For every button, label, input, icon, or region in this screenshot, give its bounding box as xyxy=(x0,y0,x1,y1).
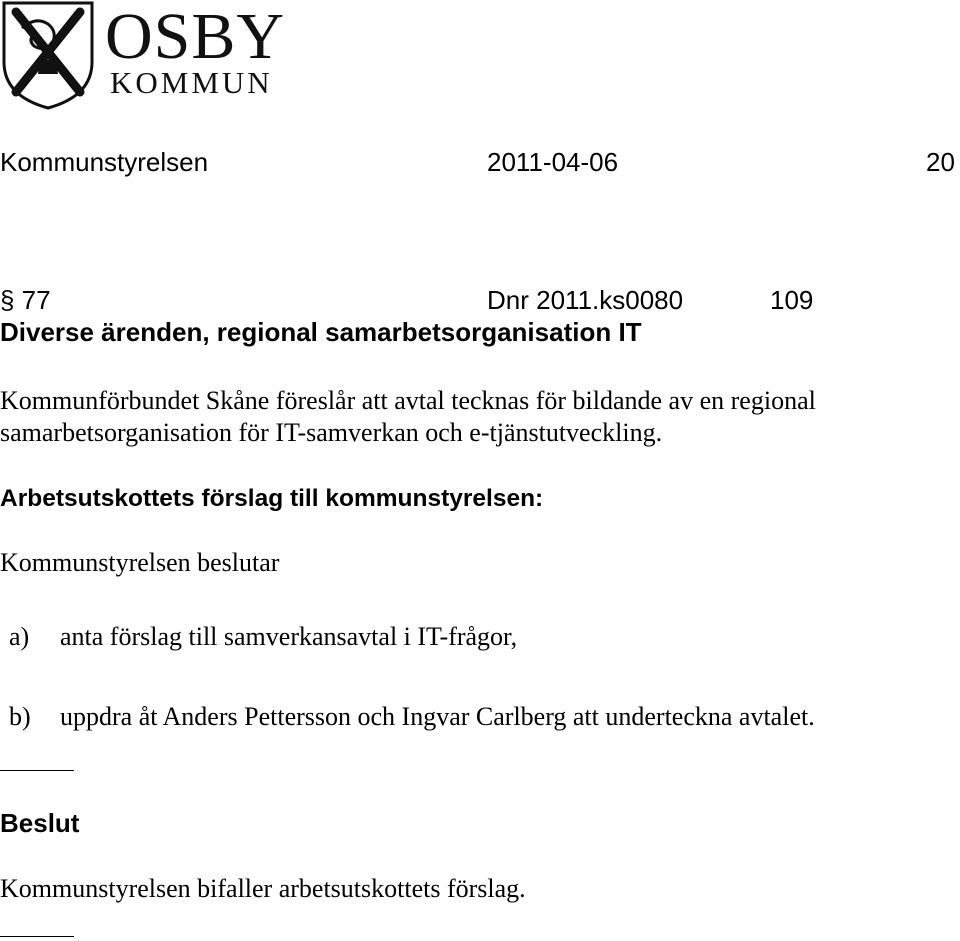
header-page-number: 20 xyxy=(926,147,955,177)
intro-line-1: Kommunförbundet Skåne föreslår att avtal tecknas för bildande av en regional xyxy=(0,386,816,415)
list-item-text: anta förslag till samverkansavtal i IT-frågor, xyxy=(60,622,518,651)
header-date: 2011-04-06 xyxy=(487,147,619,177)
section-number: 109 xyxy=(770,285,814,315)
divider xyxy=(0,936,74,937)
list-item-marker: a) xyxy=(9,622,30,651)
osby-kommun-logo xyxy=(0,0,290,110)
proposal-lead: Kommunstyrelsen beslutar xyxy=(0,548,280,577)
logo-name: OSBY xyxy=(105,0,286,73)
list-item-marker: b) xyxy=(9,702,31,731)
intro-line-2: samarbetsorganisation för IT-samverkan och e-tjänstutveckling. xyxy=(0,418,663,447)
logo-subtitle: KOMMUN xyxy=(110,65,273,100)
decision-text: Kommunstyrelsen bifaller arbetsutskottets förslag. xyxy=(0,874,526,903)
paragraph-number: § 77 xyxy=(0,285,51,315)
proposal-heading: Arbetsutskottets förslag till kommunstyrelsen: xyxy=(0,485,544,512)
divider xyxy=(0,770,74,771)
decision-heading: Beslut xyxy=(0,808,80,838)
list-item-text: uppdra åt Anders Pettersson och Ingvar Carlberg att underteckna avtalet. xyxy=(60,702,815,731)
coat-of-arms-icon xyxy=(0,0,96,110)
diary-number: Dnr 2011.ks0080 xyxy=(487,285,684,315)
header-body: Kommunstyrelsen xyxy=(0,147,209,177)
section-title: Diverse ärenden, regional samarbetsorganisation IT xyxy=(0,317,642,347)
